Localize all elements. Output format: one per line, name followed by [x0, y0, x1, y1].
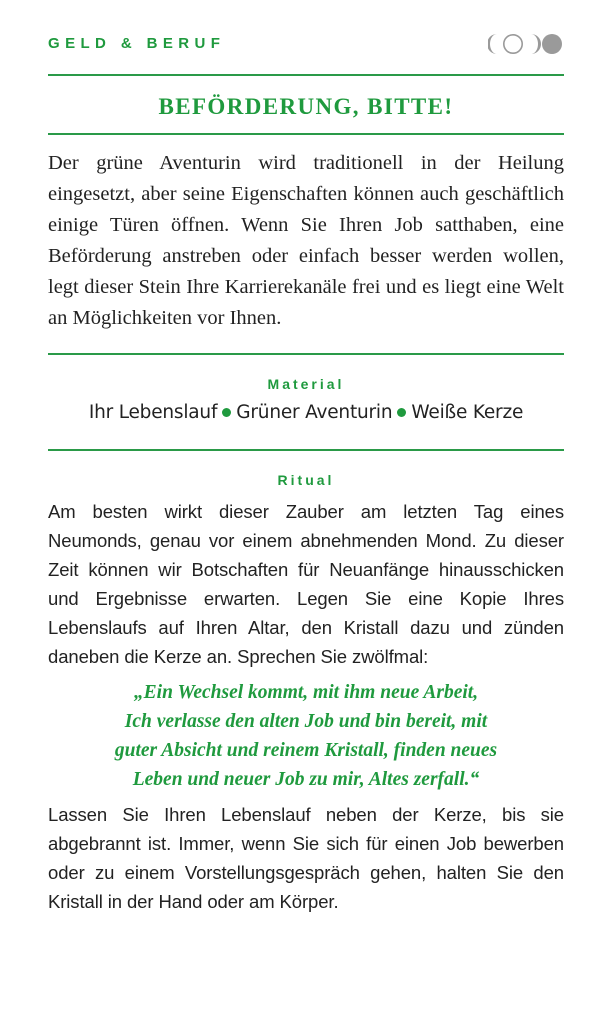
- closing-paragraph: Lassen Sie Ihren Lebenslauf neben der Kerze, bis sie abgebrannt ist. Immer, wenn Sie sich für einen Job bewerben oder zu einem Vorstellungsgespräch gehen, halten Sie den Kristall in der Hand oder am Körper.: [48, 804, 564, 912]
- page-title: BEFÖRDERUNG, BITTE!: [158, 94, 454, 119]
- book-page: [48, 0, 564, 1020]
- moon-phases-icon: [488, 33, 564, 55]
- incantation: [48, 678, 564, 794]
- divider: [48, 353, 564, 355]
- incantation-line: Leben und neuer Job zu mir, Altes zerfall.“: [132, 769, 480, 790]
- page-header: [48, 33, 564, 59]
- bullet-dot-icon: [397, 408, 406, 417]
- material-list: [48, 402, 564, 423]
- material-item: Ihr Lebenslauf: [88, 402, 218, 423]
- divider: [48, 74, 564, 76]
- material-heading: Material: [267, 376, 345, 392]
- material-item: Weiße Kerze: [411, 402, 524, 423]
- divider: [48, 449, 564, 451]
- ritual-heading: Ritual: [277, 472, 335, 488]
- intro-paragraph: Der grüne Aventurin wird traditionell in der Heilung eingesetzt, aber seine Eigenschaften können auch geschäftlich einige Türen öffnen. Wenn Sie Ihren Job satthaben, eine Beförderung anstreben oder einfach besser werden wollen, legt dieser Stein Ihre Karrierekanäle frei und es liegt eine Welt an Möglichkeiten vor Ihnen.: [48, 152, 564, 329]
- material-item: Grüner Aventurin: [236, 402, 393, 423]
- incantation-line: Ich verlasse den alten Job und bin bereit, mit: [124, 711, 488, 732]
- section-label: GELD & BERUF: [48, 35, 226, 52]
- bullet-dot-icon: [222, 408, 231, 417]
- incantation-line: guter Absicht und reinem Kristall, finden neues: [114, 740, 498, 761]
- ritual-paragraph: Am besten wirkt dieser Zauber am letzten Tag eines Neumonds, genau vor einem abnehmenden Mond. Zu dieser Zeit können wir Botschaften für Neuanfänge hinausschicken und Ergebnisse erwarten. Legen Sie eine Kopie Ihres Lebenslaufs auf Ihren Altar, den Kristall dazu und zünden daneben die Kerze an. Sprechen Sie zwölfmal:: [48, 501, 564, 667]
- incantation-line: „Ein Wechsel kommt, mit ihm neue Arbeit,: [133, 682, 479, 703]
- divider: [48, 133, 564, 135]
